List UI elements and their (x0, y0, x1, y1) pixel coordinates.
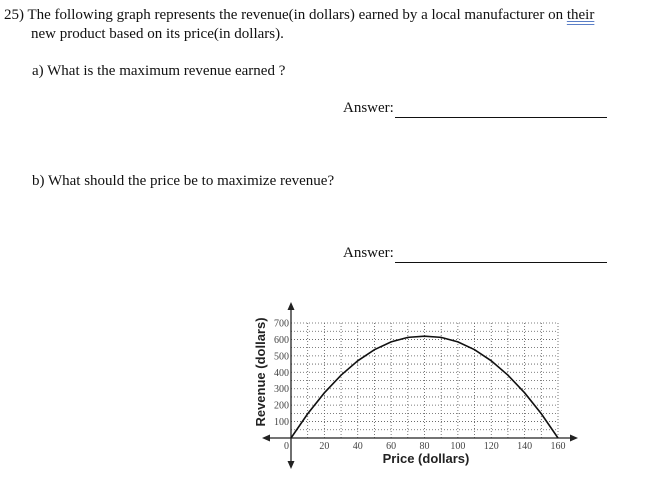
x-tick-label: 160 (550, 441, 566, 452)
part-b-question: b) What should the price be to maximize revenue? (32, 173, 335, 189)
y-tick-label: 300 (274, 384, 289, 396)
origin-tick-label: 0 (284, 441, 289, 452)
part-a-answer-label: Answer: (343, 100, 394, 116)
y-tick-label: 100 (274, 417, 289, 429)
x-tick-label: 80 (419, 441, 430, 452)
question-line-2: new product based on its price(in dollars). (31, 26, 284, 42)
y-tick-label: 600 (274, 334, 289, 346)
x-tick-label: 120 (483, 441, 499, 452)
x-tick-label: 60 (386, 441, 397, 452)
y-axis-label: Revenue (dollars) (253, 317, 268, 427)
x-tick-label: 140 (517, 441, 533, 452)
chart-tick-labels (274, 319, 566, 453)
x-axis-right-arrow (570, 435, 578, 442)
x-tick-label: 100 (450, 441, 466, 452)
part-a-question: a) What is the maximum revenue earned ? (32, 63, 286, 79)
y-axis-up-arrow (288, 302, 295, 310)
y-axis-down-arrow (288, 461, 295, 469)
spellcheck-word: their (566, 7, 595, 23)
x-axis-label: Price (dollars) (382, 451, 470, 466)
chart-grid (291, 323, 558, 438)
y-tick-label: 500 (274, 351, 289, 363)
y-tick-label: 400 (274, 367, 289, 379)
y-tick-label: 200 (274, 400, 289, 412)
question-line-1-main: 25) The following graph represents the revenue(in dollars) earned by a local manufacturer on (4, 7, 567, 23)
x-tick-label: 40 (352, 441, 363, 452)
part-b-answer-label: Answer: (343, 245, 394, 261)
x-tick-label: 20 (319, 441, 330, 452)
x-axis-left-arrow (262, 435, 270, 442)
y-tick-label: 700 (274, 318, 289, 330)
